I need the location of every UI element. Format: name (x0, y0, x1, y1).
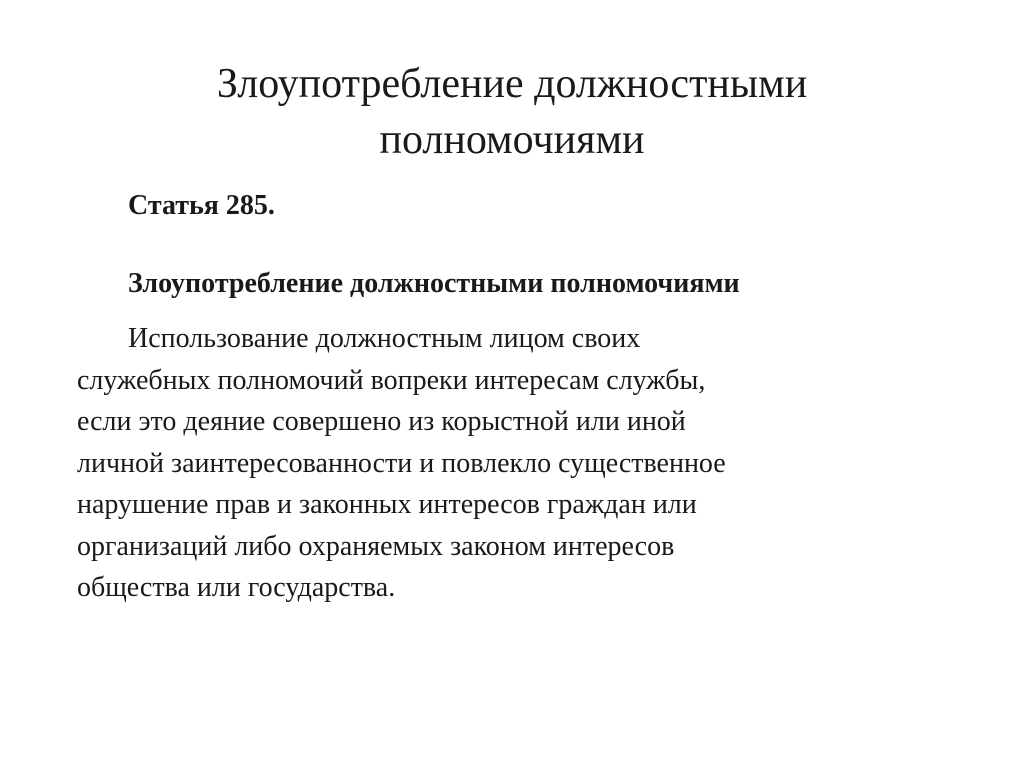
article-body-line: организаций либо охраняемых законом интересов (77, 530, 675, 562)
article-body-line: общества или государства. (77, 572, 396, 603)
article-body-line: служебных полномочий вопреки интересам службы, (77, 364, 706, 396)
article-number: Статья 285. (128, 190, 275, 221)
article-body-line: если это деяние совершено из корыстной или иной (77, 406, 686, 437)
slide-title (0, 56, 1024, 168)
slide-title-line-1: Злоупотребление должностными (216, 61, 808, 107)
article-body-line: нарушение прав и законных интересов граждан или (77, 489, 697, 520)
article-body-line: личной заинтересованности и повлекло существенное (77, 447, 726, 479)
article-body-line: Использование должностным лицом своих (128, 323, 641, 354)
slide-title-line-2: полномочиями (379, 117, 645, 163)
article-heading: Злоупотребление должностными полномочиями (128, 268, 740, 299)
article-body (77, 318, 957, 609)
